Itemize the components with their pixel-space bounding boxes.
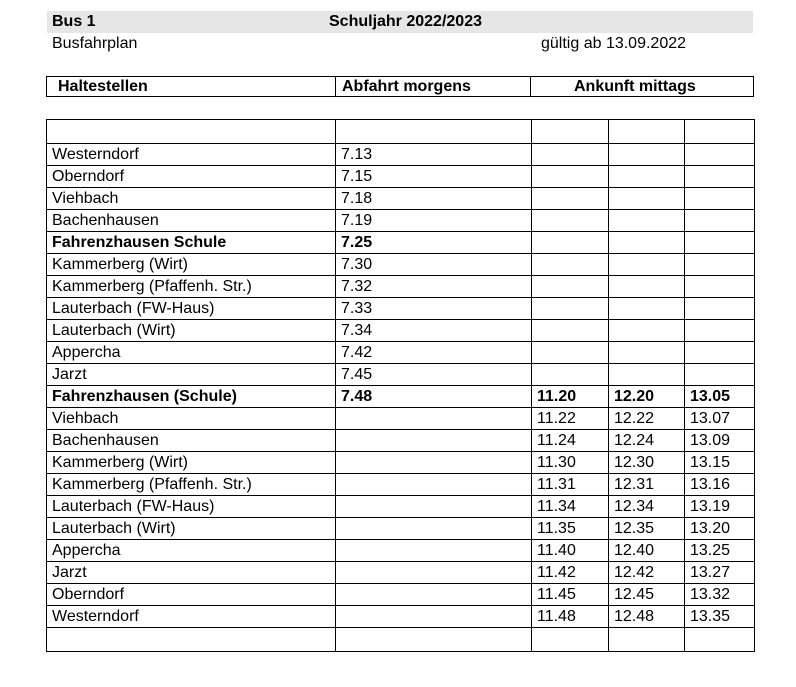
- midday-arrival-1: 11.31: [532, 474, 609, 496]
- midday-arrival-2: 12.24: [609, 430, 685, 452]
- midday-arrival-1: 11.24: [532, 430, 609, 452]
- morning-departure: [336, 584, 532, 606]
- midday-arrival-3: 13.27: [685, 562, 755, 584]
- midday-arrival-2: 12.20: [609, 386, 685, 408]
- column-divider: [530, 76, 531, 97]
- midday-arrival-3: [685, 188, 755, 210]
- timetable-row: [47, 232, 755, 254]
- timetable-row: [47, 606, 755, 628]
- stop-name: Lauterbach (Wirt): [47, 518, 336, 540]
- timetable-row: [47, 386, 755, 408]
- stop-name: Kammerberg (Wirt): [47, 254, 336, 276]
- midday-arrival-3: 13.15: [685, 452, 755, 474]
- stop-name: Lauterbach (FW-Haus): [47, 298, 336, 320]
- morning-departure: [336, 496, 532, 518]
- stop-name: Lauterbach (FW-Haus): [47, 496, 336, 518]
- midday-arrival-1: [532, 342, 609, 364]
- midday-arrival-1: [532, 188, 609, 210]
- midday-arrival-2: [609, 188, 685, 210]
- midday-arrival-1: [532, 320, 609, 342]
- morning-departure: 7.33: [336, 298, 532, 320]
- midday-arrival-2: [609, 166, 685, 188]
- midday-arrival-2: [609, 320, 685, 342]
- midday-arrival-2: 12.40: [609, 540, 685, 562]
- midday-arrival-1: 11.22: [532, 408, 609, 430]
- timetable-row: [47, 430, 755, 452]
- midday-arrival-1: 11.42: [532, 562, 609, 584]
- stop-name: Fahrenzhausen (Schule): [47, 386, 336, 408]
- midday-arrival-1: 11.20: [532, 386, 609, 408]
- midday-arrival-2: [609, 232, 685, 254]
- morning-departure: 7.32: [336, 276, 532, 298]
- midday-arrival-1: 11.34: [532, 496, 609, 518]
- morning-departure: 7.48: [336, 386, 532, 408]
- midday-arrival-2: 12.48: [609, 606, 685, 628]
- midday-arrival-3: [685, 166, 755, 188]
- morning-departure: [336, 452, 532, 474]
- midday-arrival-1: [532, 298, 609, 320]
- morning-departure: [336, 628, 532, 652]
- midday-arrival-3: 13.25: [685, 540, 755, 562]
- timetable-row: [47, 144, 755, 166]
- morning-departure: [336, 430, 532, 452]
- stop-name: Bachenhausen: [47, 210, 336, 232]
- stop-name: Kammerberg (Pfaffenh. Str.): [47, 276, 336, 298]
- timetable-row: [47, 562, 755, 584]
- midday-arrival-1: [532, 254, 609, 276]
- timetable-row: [47, 518, 755, 540]
- midday-arrival-3: 13.20: [685, 518, 755, 540]
- timetable-row: [47, 188, 755, 210]
- midday-arrival-3: [685, 232, 755, 254]
- school-year: Schuljahr 2022/2023: [329, 13, 482, 30]
- midday-arrival-1: [532, 120, 609, 144]
- blank-row: [47, 120, 755, 144]
- midday-arrival-3: [685, 342, 755, 364]
- timetable-row: [47, 452, 755, 474]
- midday-arrival-2: 12.34: [609, 496, 685, 518]
- midday-arrival-2: [609, 120, 685, 144]
- stop-name: Westerndorf: [47, 144, 336, 166]
- midday-arrival-1: [532, 210, 609, 232]
- midday-arrival-1: [532, 232, 609, 254]
- morning-departure: [336, 606, 532, 628]
- stop-name: Jarzt: [47, 364, 336, 386]
- stop-name: Kammerberg (Pfaffenh. Str.): [47, 474, 336, 496]
- midday-arrival-1: [532, 364, 609, 386]
- midday-arrival-3: [685, 210, 755, 232]
- midday-arrival-3: [685, 320, 755, 342]
- midday-arrival-1: 11.30: [532, 452, 609, 474]
- column-header-stops: Haltestellen: [58, 78, 148, 95]
- midday-arrival-3: 13.05: [685, 386, 755, 408]
- timetable-row: [47, 474, 755, 496]
- stop-name: Jarzt: [47, 562, 336, 584]
- midday-arrival-1: [532, 628, 609, 652]
- midday-arrival-2: 12.42: [609, 562, 685, 584]
- midday-arrival-3: 13.16: [685, 474, 755, 496]
- timetable-row: [47, 166, 755, 188]
- morning-departure: [336, 474, 532, 496]
- morning-departure: 7.15: [336, 166, 532, 188]
- midday-arrival-3: 13.32: [685, 584, 755, 606]
- timetable-row: [47, 298, 755, 320]
- timetable: [46, 119, 755, 652]
- stop-name: Westerndorf: [47, 606, 336, 628]
- midday-arrival-1: 11.35: [532, 518, 609, 540]
- midday-arrival-2: 12.35: [609, 518, 685, 540]
- blank-row: [47, 628, 755, 652]
- timetable-row: [47, 540, 755, 562]
- document-subtitle: Busfahrplan: [52, 35, 138, 52]
- midday-arrival-3: [685, 298, 755, 320]
- stop-name: Lauterbach (Wirt): [47, 320, 336, 342]
- timetable-row: [47, 496, 755, 518]
- timetable-row: [47, 276, 755, 298]
- midday-arrival-3: [685, 276, 755, 298]
- midday-arrival-3: 13.35: [685, 606, 755, 628]
- column-divider: [335, 76, 336, 97]
- stop-name: [47, 120, 336, 144]
- midday-arrival-2: [609, 628, 685, 652]
- stop-name: Oberndorf: [47, 584, 336, 606]
- timetable-row: [47, 342, 755, 364]
- morning-departure: [336, 408, 532, 430]
- timetable-row: [47, 320, 755, 342]
- morning-departure: 7.25: [336, 232, 532, 254]
- midday-arrival-2: 12.22: [609, 408, 685, 430]
- stop-name: Appercha: [47, 540, 336, 562]
- timetable-row: [47, 210, 755, 232]
- timetable-body: [47, 120, 755, 652]
- midday-arrival-2: 12.30: [609, 452, 685, 474]
- timetable-row: [47, 364, 755, 386]
- column-header-midday: Ankunft mittags: [574, 78, 696, 95]
- midday-arrival-1: [532, 166, 609, 188]
- midday-arrival-3: 13.09: [685, 430, 755, 452]
- midday-arrival-2: 12.45: [609, 584, 685, 606]
- morning-departure: [336, 562, 532, 584]
- stop-name: Bachenhausen: [47, 430, 336, 452]
- midday-arrival-3: [685, 364, 755, 386]
- valid-from: gültig ab 13.09.2022: [541, 35, 687, 52]
- midday-arrival-2: 12.31: [609, 474, 685, 496]
- stop-name: Oberndorf: [47, 166, 336, 188]
- stop-name: Fahrenzhausen Schule: [47, 232, 336, 254]
- midday-arrival-2: [609, 144, 685, 166]
- stop-name: Viehbach: [47, 188, 336, 210]
- midday-arrival-3: 13.07: [685, 408, 755, 430]
- morning-departure: 7.34: [336, 320, 532, 342]
- midday-arrival-2: [609, 342, 685, 364]
- bus-number: Bus 1: [52, 13, 96, 30]
- midday-arrival-2: [609, 254, 685, 276]
- midday-arrival-1: 11.45: [532, 584, 609, 606]
- midday-arrival-2: [609, 276, 685, 298]
- midday-arrival-3: [685, 144, 755, 166]
- morning-departure: 7.19: [336, 210, 532, 232]
- midday-arrival-3: [685, 120, 755, 144]
- midday-arrival-2: [609, 210, 685, 232]
- column-header-morning: Abfahrt morgens: [342, 78, 471, 95]
- stop-name: Appercha: [47, 342, 336, 364]
- morning-departure: 7.42: [336, 342, 532, 364]
- midday-arrival-3: [685, 628, 755, 652]
- timetable-row: [47, 254, 755, 276]
- morning-departure: 7.18: [336, 188, 532, 210]
- timetable-row: [47, 584, 755, 606]
- stop-name: Viehbach: [47, 408, 336, 430]
- morning-departure: 7.13: [336, 144, 532, 166]
- morning-departure: [336, 120, 532, 144]
- midday-arrival-3: 13.19: [685, 496, 755, 518]
- midday-arrival-1: [532, 276, 609, 298]
- timetable-row: [47, 408, 755, 430]
- midday-arrival-1: 11.48: [532, 606, 609, 628]
- midday-arrival-1: 11.40: [532, 540, 609, 562]
- stop-name: [47, 628, 336, 652]
- midday-arrival-2: [609, 364, 685, 386]
- morning-departure: 7.45: [336, 364, 532, 386]
- morning-departure: 7.30: [336, 254, 532, 276]
- stop-name: Kammerberg (Wirt): [47, 452, 336, 474]
- morning-departure: [336, 518, 532, 540]
- morning-departure: [336, 540, 532, 562]
- midday-arrival-3: [685, 254, 755, 276]
- midday-arrival-2: [609, 298, 685, 320]
- midday-arrival-1: [532, 144, 609, 166]
